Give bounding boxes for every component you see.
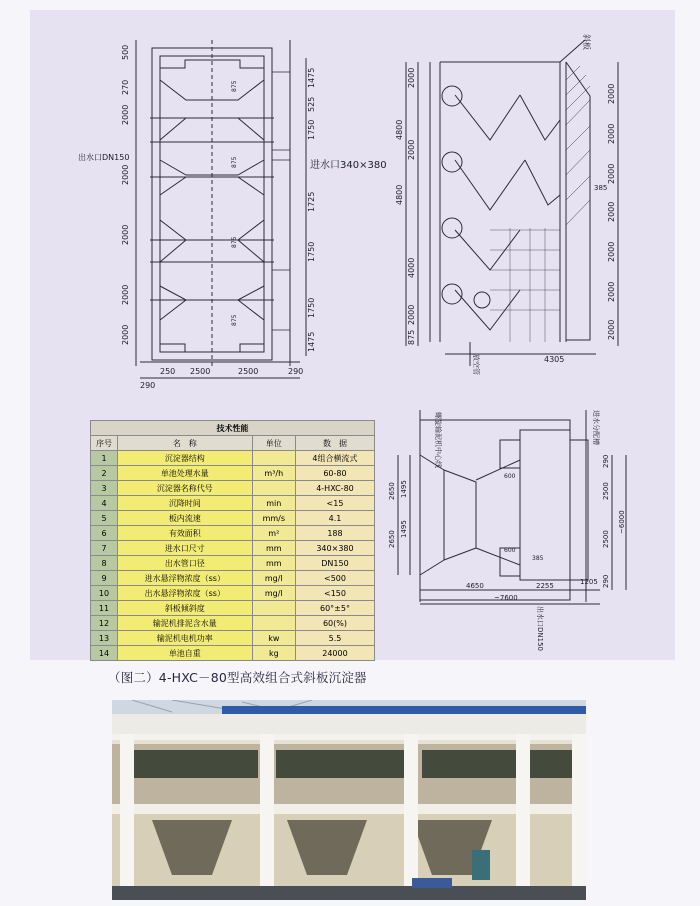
plan-dim-l1: 270: [121, 79, 130, 95]
spec-cell-name: 进水悬浮物浓度（ss）: [118, 571, 253, 586]
spec-row: [91, 511, 375, 526]
spec-row: [91, 466, 375, 481]
elevation-total-dim: ~6000: [618, 510, 626, 534]
spec-row: [91, 646, 375, 661]
plan-mark-2: 875: [231, 236, 238, 248]
elevation-right-top-label: 进水分配槽: [592, 410, 600, 445]
section-dim-l3: 4800: [395, 184, 404, 205]
spec-cell-value: 4组合横流式: [295, 451, 374, 466]
section-dim-r5: 2000: [607, 281, 616, 302]
elevation-view: [398, 410, 626, 604]
spec-cell-unit: [252, 481, 295, 496]
spec-cell-name: 输泥机排泥含水量: [118, 616, 253, 631]
section-view: [406, 40, 618, 366]
elevation-small-0: 600: [504, 473, 516, 480]
section-dim-l5: 2000: [407, 304, 416, 325]
plan-dim-b0: 250: [160, 367, 176, 376]
spec-cell-unit: mg/l: [252, 571, 295, 586]
spec-cell-name: 有效面积: [118, 526, 253, 541]
elevation-dim-b1: 2255: [536, 582, 554, 590]
spec-cell-no: 12: [91, 616, 118, 631]
spec-cell-name: 沉淀器名称代号: [118, 481, 253, 496]
spec-header-name: 名 称: [118, 436, 253, 451]
spec-cell-unit: min: [252, 496, 295, 511]
section-right-side-dim: 385: [594, 184, 608, 192]
plan-dim-r6: 1475: [307, 331, 316, 352]
spec-cell-name: 出水悬浮物浓度（ss）: [118, 586, 253, 601]
section-dim-r1: 2000: [607, 123, 616, 144]
elevation-dim-r2: 2500: [602, 530, 610, 548]
plan-view: [136, 40, 306, 378]
plan-mark-0: 875: [231, 80, 238, 92]
spec-cell-value: 60°±5°: [295, 601, 374, 616]
plan-dim-b2: 2500: [238, 367, 259, 376]
plan-dim-r1: 525: [307, 96, 316, 112]
spec-row: [91, 481, 375, 496]
plan-dim-l2: 2000: [121, 104, 130, 125]
spec-cell-unit: kw: [252, 631, 295, 646]
elevation-dim-b2: 1205: [580, 578, 598, 586]
spec-row: [91, 526, 375, 541]
spec-row: [91, 571, 375, 586]
spec-cell-unit: mm: [252, 541, 295, 556]
elevation-dim-l0: 2650: [388, 482, 396, 500]
spec-cell-no: 7: [91, 541, 118, 556]
spec-cell-no: 14: [91, 646, 118, 661]
section-dim-r6: 2000: [607, 319, 616, 340]
plan-dim-l6: 2000: [121, 324, 130, 345]
section-dim-l4: 4000: [407, 257, 416, 278]
spec-row: [91, 496, 375, 511]
spec-cell-no: 1: [91, 451, 118, 466]
spec-cell-no: 13: [91, 631, 118, 646]
plan-dim-b1: 2500: [190, 367, 211, 376]
spec-cell-unit: mg/l: [252, 586, 295, 601]
spec-cell-value: <15: [295, 496, 374, 511]
spec-cell-name: 板内流速: [118, 511, 253, 526]
spec-table: [90, 420, 375, 661]
figure-caption: （图二）4-HXC－80型高效组合式斜板沉淀器: [108, 670, 367, 685]
plan-dim-r3: 1725: [307, 191, 316, 212]
spec-cell-unit: [252, 616, 295, 631]
spec-cell-no: 2: [91, 466, 118, 481]
spec-cell-unit: m²: [252, 526, 295, 541]
spec-cell-value: <150: [295, 586, 374, 601]
plan-dim-l4: 2000: [121, 224, 130, 245]
elevation-dim-l1: 1495: [400, 480, 408, 498]
spec-cell-value: <500: [295, 571, 374, 586]
spec-cell-name: 沉降时间: [118, 496, 253, 511]
spec-cell-name: 出水管口径: [118, 556, 253, 571]
spec-row: [91, 631, 375, 646]
spec-cell-no: 6: [91, 526, 118, 541]
spec-row: [91, 586, 375, 601]
spec-row: [91, 451, 375, 466]
plan-dim-r2: 1750: [307, 119, 316, 140]
spec-header-no: 序号: [91, 436, 118, 451]
spec-cell-value: DN150: [295, 556, 374, 571]
spec-cell-no: 8: [91, 556, 118, 571]
spec-cell-value: 5.5: [295, 631, 374, 646]
spec-cell-unit: m³/h: [252, 466, 295, 481]
spec-cell-no: 4: [91, 496, 118, 511]
spec-row: [91, 601, 375, 616]
elevation-dim-b0: 4650: [466, 582, 484, 590]
plan-dim-l3: 2000: [121, 164, 130, 185]
plan-mark-1: 875: [231, 156, 238, 168]
elevation-bottom-label: 出水口DN150: [536, 606, 544, 651]
plan-dim-r0: 1475: [307, 67, 316, 88]
section-dim-l0: 2000: [407, 67, 416, 88]
spec-body: [91, 451, 375, 661]
plant-photo: [112, 700, 586, 900]
section-dim-l6: 875: [407, 329, 416, 345]
spec-cell-unit: [252, 601, 295, 616]
elevation-dim-l3: 2650: [388, 530, 396, 548]
spec-cell-value: 340×380: [295, 541, 374, 556]
section-dim-l2: 2000: [407, 139, 416, 160]
plan-inlet-label: 进水口340×380: [310, 160, 387, 171]
spec-title: 技术性能: [91, 421, 375, 436]
spec-cell-name: 输泥机电机功率: [118, 631, 253, 646]
spec-cell-unit: kg: [252, 646, 295, 661]
spec-header-value: 数 据: [295, 436, 374, 451]
plan-mark-3: 875: [231, 314, 238, 326]
elevation-dim-r3: 290: [602, 574, 610, 588]
spec-cell-value: 60-80: [295, 466, 374, 481]
section-dim-r3: 2000: [607, 201, 616, 222]
plan-dim-b3: 290: [288, 367, 304, 376]
spec-cell-unit: mm/s: [252, 511, 295, 526]
elevation-small-1: 600: [504, 547, 516, 554]
spec-cell-value: 4-HXC-80: [295, 481, 374, 496]
spec-row: [91, 556, 375, 571]
spec-cell-name: 单池处理水量: [118, 466, 253, 481]
spec-header-unit: 单位: [252, 436, 295, 451]
spec-cell-name: 沉淀器结构: [118, 451, 253, 466]
spec-cell-name: 斜板倾斜度: [118, 601, 253, 616]
section-dim-r4: 2000: [607, 241, 616, 262]
spec-cell-unit: mm: [252, 556, 295, 571]
elevation-small-2: 385: [532, 555, 544, 562]
plan-dim-r5: 1750: [307, 297, 316, 318]
section-top-label: 斜板: [582, 34, 591, 50]
plan-dim-l5: 2000: [121, 284, 130, 305]
spec-cell-no: 9: [91, 571, 118, 586]
elevation-dim-l2: 1495: [400, 520, 408, 538]
section-dim-r2: 2000: [607, 163, 616, 184]
elevation-total-bottom: ~7600: [494, 594, 518, 602]
spec-cell-value: 188: [295, 526, 374, 541]
spec-cell-unit: [252, 451, 295, 466]
section-bottom-dim: 4305: [544, 355, 565, 364]
spec-cell-no: 11: [91, 601, 118, 616]
spec-cell-no: 5: [91, 511, 118, 526]
spec-cell-no: 3: [91, 481, 118, 496]
spec-row: [91, 616, 375, 631]
spec-cell-value: 24000: [295, 646, 374, 661]
plan-dim-l0: 500: [121, 44, 130, 60]
section-dim-l1: 4800: [395, 119, 404, 140]
section-bottom-label: 放空管: [472, 354, 480, 375]
spec-cell-name: 进水口尺寸: [118, 541, 253, 556]
spec-cell-value: 4.1: [295, 511, 374, 526]
spec-cell-value: 60(%): [295, 616, 374, 631]
spec-cell-no: 10: [91, 586, 118, 601]
plan-dim-r4: 1750: [307, 241, 316, 262]
elevation-dim-r1: 2500: [602, 482, 610, 500]
spec-cell-name: 单池自重: [118, 646, 253, 661]
elevation-left-label: 螺旋输泥机中心线: [434, 412, 442, 468]
section-dim-r0: 2000: [607, 83, 616, 104]
elevation-dim-r0: 290: [602, 454, 610, 468]
plan-outlet-label: 出水口DN150: [78, 153, 130, 162]
spec-row: [91, 541, 375, 556]
plan-dim-margin: 290: [140, 381, 156, 390]
